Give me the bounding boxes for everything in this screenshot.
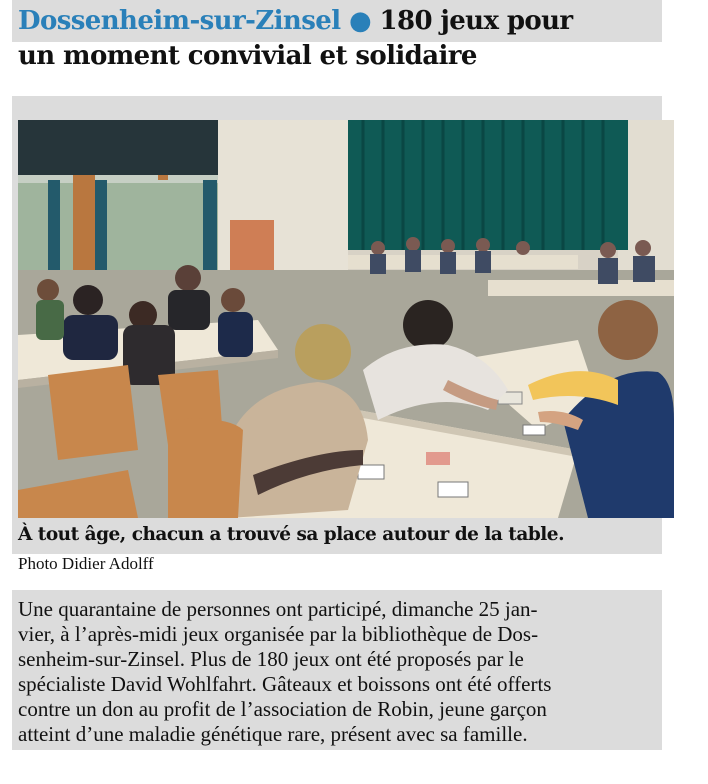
body-line: Une quarantaine de personnes ont participé, dimanche 25 jan-: [18, 597, 538, 621]
photo-credit: Photo Didier Adolff: [18, 554, 154, 573]
article-body: [18, 597, 690, 747]
headline-line2: un moment convivial et solidaire: [18, 41, 477, 71]
photo-caption: À tout âge, chacun a trouvé sa place autour de la table.: [18, 524, 565, 545]
body-line: spécialiste David Wohlfahrt. Gâteaux et boissons ont été offerts: [18, 672, 552, 696]
headline-separator: ●: [348, 6, 372, 36]
headline: [18, 4, 698, 74]
article-photo: [18, 120, 674, 518]
photo-group-playing-board-games: [18, 120, 674, 518]
body-line: senheim-sur-Zinsel. Plus de 180 jeux ont été proposés par le: [18, 647, 524, 671]
body-line: contre un don au profit de l’association de Robin, jeune garçon: [18, 697, 547, 721]
headline-place: Dossenheim-sur-Zinsel: [18, 6, 341, 36]
body-line: vier, à l’après-midi jeux organisée par la bibliothèque de Dos-: [18, 622, 539, 646]
body-line: atteint d’une maladie génétique rare, présent avec sa famille.: [18, 722, 528, 746]
headline-line1-rest: 180 jeux pour: [371, 6, 573, 36]
